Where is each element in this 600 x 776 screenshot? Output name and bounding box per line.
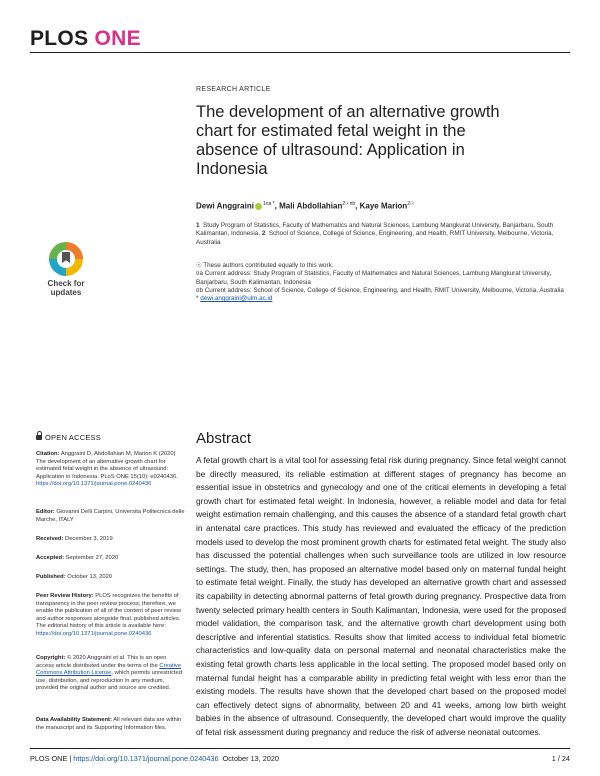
- copyright-label: Copyright:: [36, 655, 66, 661]
- article-title: The development of an alternative growth chart for estimated fetal weight in the absence of ultrasound: Application in Indonesia: [196, 103, 500, 178]
- note-address-a: ¤a Current address: Study Program of Statistics, Faculty of Mathematics and Natural Sciences, Lambung Mangkurat University, Banjarbaru, South Kalimantan, Indonesia: [196, 270, 552, 286]
- page-footer: [30, 754, 279, 763]
- data-availability-block: [36, 717, 186, 732]
- received-label: Received:: [36, 536, 64, 542]
- email-link[interactable]: dewi.anggraini@ulm.ac.id: [200, 295, 273, 303]
- editor-block: [36, 509, 186, 524]
- orcid-icon[interactable]: [255, 203, 262, 210]
- footer-date: October 13, 2020: [222, 754, 279, 763]
- author-notes: [196, 262, 566, 303]
- citation-doi-link[interactable]: https://doi.org/10.1371/journal.pone.0240436: [36, 481, 152, 488]
- abstract-heading: Abstract: [196, 430, 252, 447]
- received-date: December 3, 2019: [65, 536, 113, 542]
- header-rule: [30, 52, 570, 53]
- author-name[interactable]: Dewi Anggraini: [196, 201, 254, 211]
- author-sup: 2☉: [407, 201, 415, 207]
- peer-review-block: [36, 593, 186, 639]
- peer-review-link[interactable]: https://doi.org/10.1371/journal.pone.0240436: [36, 630, 152, 637]
- published-date: October 13, 2020: [67, 574, 113, 580]
- accepted-date: September 27, 2020: [65, 555, 119, 561]
- license-link[interactable]: Creative Commons Attribution License: [36, 662, 182, 677]
- open-access-text: OPEN ACCESS: [45, 433, 101, 442]
- crossmark-icon: [49, 242, 83, 276]
- footer-doi-link[interactable]: https://doi.org/10.1371/journal.pone.0240436: [73, 754, 219, 763]
- logo-one: ONE: [94, 27, 141, 50]
- affiliations: [196, 222, 566, 247]
- citation-block: [36, 451, 186, 489]
- data-availability-text: All relevant data are within the manuscript and its Supporting Information files.: [36, 717, 182, 731]
- journal-logo[interactable]: [30, 27, 141, 51]
- copyright-text: © 2020 Anggraini et al. This is an open access article distributed under the terms of the: [36, 655, 167, 669]
- copyright-text-end: , which permits unrestricted use, distribution, and reproduction in any medium, provided the original author and source are credited.: [36, 670, 182, 692]
- data-availability-label: Data Availability Statement:: [36, 717, 112, 723]
- footer-separator: |: [69, 754, 72, 763]
- note-address-b: ¤b Current address: School of Science, College of Science, Engineering, and Health, RMIT University, Melbourne, Victoria, Australia: [196, 286, 564, 294]
- affil-num: 2: [261, 230, 266, 238]
- copyright-block: [36, 655, 186, 693]
- footer-rule: [30, 748, 570, 749]
- article-type: RESEARCH ARTICLE: [196, 86, 271, 93]
- page-number: 1 / 24: [551, 754, 570, 763]
- peer-review-label: Peer Review History:: [36, 593, 94, 599]
- footer-journal: PLOS ONE: [30, 754, 68, 763]
- email-prefix: *: [196, 295, 199, 303]
- author-sup: 2☉¤b: [342, 201, 356, 207]
- abstract-text: A fetal growth chart is a vital tool for assessing fetal risk during pregnancy. Since fetal weight cannot be directly measured, its reliable estimation at different stages of pregnancy has become an essential issue in obstetrics and gynecology and one of the critical elements in developing a fetal growth chart for estimated fetal weight. In Indonesia, however, a reliable model and data for fetal weight estimation remain challenging, and this causes the absence of a standard fetal growth chart in antenatal care practices. This study has reviewed and evaluated the efficacy of the prediction models used to develop the most prominent growth charts for estimated fetal weight. The study also has discussed the potential challenges when such surveillance tools are utilized in low resource settings. The study, then, has proposed an alternative model based only on maternal fundal height to estimate fetal weight. Finally, the study has developed an alternative growth chart and assessed its capability in detecting abnormal patterns of fetal growth during pregnancy. Prospective data from twenty selected primary health centers in South Kalimantan, Indonesia, were used for the proposed model validation, the comparison task, and the alternative growth chart development using both descriptive and inferential statistics. Results show that limited access to individual fetal biometric characteristics and low-quality data on personal maternal and neonatal characteristics make the existing fetal growth charts less applicable in the local setting. The proposed model based only on maternal fundal height has a comparable ability in predicting fetal weight with less error than the existing models. The results have shown that the developed chart based on the proposed model can effectively detect signs of abnormality, between 20 and 41 weeks, among low birth weight babies in the absence of ultrasound. Consequently, the developed chart would improve the quality of fetal risk assessment during pregnancy and reduce the risk of adverse neonatal outcomes.: [196, 455, 566, 737]
- accepted-label: Accepted:: [36, 555, 65, 561]
- affil-text: Study Program of Statistics, Faculty of Mathematics and Natural Sciences, Lambung Mangkurat University, Banjarbaru, South Kalimantan, Indonesia,: [196, 222, 554, 238]
- badge-line1: Check for: [47, 279, 85, 288]
- author-name[interactable]: Kaye Marion: [359, 201, 408, 211]
- affil-num: 1: [196, 222, 200, 229]
- affil-text: School of Science, College of Science, Engineering, and Health, RMIT University, Melbourne, Victoria, Australia: [196, 230, 554, 246]
- peer-review-text: PLOS recognizes the benefits of transparency in the peer review process; therefore, we enable the publication of all of the content of peer review and author responses alongside final, published articles. The editorial history of this article is available here:: [36, 593, 182, 630]
- editor-text: Giovanni Delli Carpini, Universita Politecnica delle Marche, ITALY: [36, 509, 185, 523]
- check-for-updates-badge[interactable]: [36, 242, 96, 297]
- citation-text: Anggraini D, Abdollahian M, Marion K (2020) The development of an alternative growth chart for estimated fetal weight in the absence of ultrasound: Application in Indonesia. PLoS ONE 15(10): e0240436.: [36, 451, 178, 480]
- author-name[interactable]: Mali Abdollahian: [279, 201, 343, 211]
- editor-label: Editor:: [36, 509, 55, 515]
- open-access-label: [36, 433, 101, 442]
- author-list: Dewi Anggraini $^{1¤a *}$, Mali Abdollahian$^{2☉¤b}$, Kaye Marion$^{2☉}$: [196, 201, 415, 211]
- note-equal: ☉ These authors contributed equally to this work.: [196, 262, 334, 269]
- received-block: [36, 536, 186, 544]
- accepted-block: [36, 555, 186, 563]
- corresponding-email: [196, 295, 566, 303]
- published-label: Published:: [36, 574, 66, 580]
- citation-label: Citation:: [36, 451, 60, 457]
- open-lock-icon: [36, 435, 42, 440]
- logo-plos: PLOS: [30, 27, 89, 50]
- badge-line2: updates: [50, 288, 82, 297]
- published-block: [36, 574, 186, 582]
- author-sup: 1¤a *: [262, 201, 275, 207]
